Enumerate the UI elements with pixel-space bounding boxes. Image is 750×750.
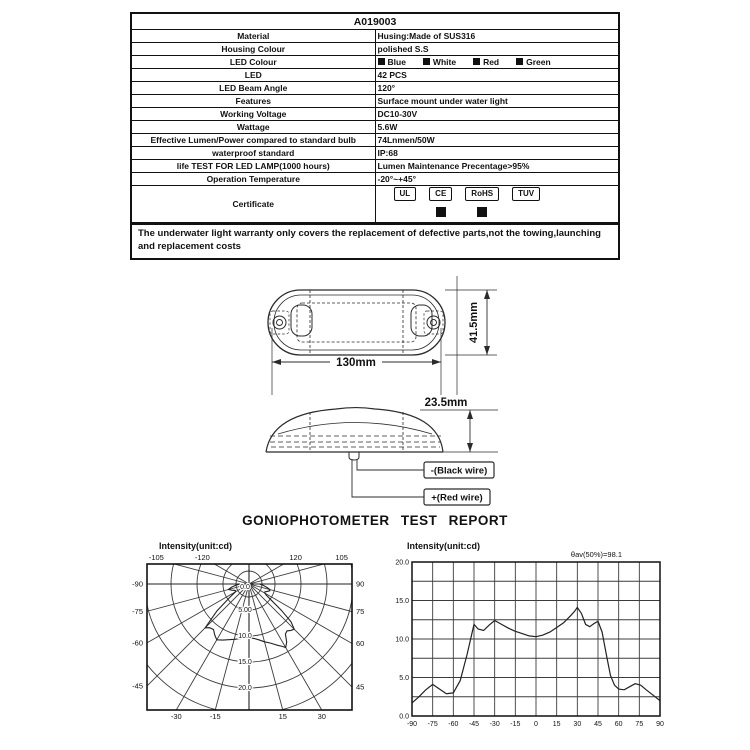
tick-label: 20.0 [395,559,409,567]
tick-label: 120 [289,553,302,562]
wire-exit-gland [349,452,359,460]
tick-label: 0.0 [240,584,250,591]
spec-row-label: life TEST FOR LED LAMP(1000 hours) [131,160,375,173]
tick-label: 15 [278,712,287,721]
spec-row [131,134,619,147]
certificate-badge-ul: UL [394,187,417,201]
tick-label: -30 [489,721,500,728]
colour-swatch-square-icon [423,58,430,65]
spec-row-label: Operation Temperature [131,173,375,186]
height-dimension-label: 23.5mm [424,397,468,409]
spec-row [131,82,619,95]
tick-label: -60 [448,721,459,728]
dimension-arrow-up [467,410,473,419]
dimension-arrow-down [484,346,490,355]
spec-row [131,160,619,173]
spec-row-value [375,186,619,224]
tick-label: 15.0 [238,659,252,666]
spec-row-label: Features [131,95,375,108]
led-colour-name: Red [483,57,500,67]
dimension-arrow-left [272,359,281,365]
tick-label: -30 [170,712,182,721]
intensity-line-chart [393,538,693,748]
spec-row-value: 5.6W [375,121,619,134]
spec-row [131,147,619,160]
spec-row-label: Wattage [131,121,375,134]
spec-row-value: Surface mount under water light [375,95,619,108]
spec-row-label: Effective Lumen/Power compared to standard bulb [131,134,375,147]
tick-label: -120 [194,553,210,562]
tick-label: -15 [209,712,221,721]
certificate-checkmarks [394,205,617,219]
colour-swatch-square-icon [516,58,523,65]
tick-label: 20.0 [238,685,252,692]
spec-row [131,43,619,56]
tick-label: -105 [148,553,164,562]
tick-label: 60 [614,721,623,728]
tick-label: 15.0 [395,598,409,605]
spec-table [130,12,620,224]
dimension-arrow-down [467,443,473,452]
tick-label: 90 [356,579,365,589]
colour-swatch-square-icon [378,58,385,65]
mounting-hole-left [273,316,286,329]
spec-row-value: Lumen Maintenance Precentage>95% [375,160,619,173]
warranty-note: The underwater light warranty only covers the replacement of defective parts,not the towing,launching and replacement costs [130,223,620,260]
spec-row [131,121,619,134]
tick-label: 45 [594,721,602,728]
spec-row-value: 74Lnmen/50W [375,134,619,147]
polar-chart-title: Intensity(unit:cd) [159,541,232,551]
wire-callouts [352,459,494,505]
spec-row-value: 42 PCS [375,69,619,82]
tick-label: -45 [468,721,480,728]
spec-row-label: Certificate [131,186,375,224]
spec-row-label: Housing Colour [131,43,375,56]
led-colour-name: Blue [387,57,406,67]
tick-label: 5.00 [238,607,252,614]
colour-swatch-square-icon [473,58,480,65]
technical-drawing [0,268,750,516]
tick-label: 5.0 [399,675,409,682]
spec-row-label: LED Beam Angle [131,82,375,95]
positive-wire-label: +(Red wire) [431,492,483,504]
spec-row-value: polished S.S [375,43,619,56]
tick-label: 10.0 [395,636,409,644]
led-colour-name: Green [526,57,551,67]
spec-row-value: Husing:Made of SUS316 [375,30,619,43]
spec-row [131,108,619,121]
tick-label: 30 [317,712,326,721]
spec-row-label: Material [131,30,375,43]
width-dimension-label: 41.5mm [468,302,480,343]
tick-label: 15 [552,721,561,728]
dimension-arrow-right [432,359,441,365]
tick-label: 75 [635,721,644,728]
beam-angle-annotation: θav(50%)=98.1 [570,550,622,559]
tick-label: -90 [406,721,418,728]
line-chart-title: Intensity(unit:cd) [407,541,480,551]
certificate-mark-ce [429,205,452,219]
certificate-mark-tuv [512,205,540,219]
dimension-arrow-up [484,290,490,299]
spec-row [131,186,619,224]
tick-label: 30 [573,721,582,728]
tick-label: 0 [534,721,538,728]
spec-row-label: Working Voltage [131,108,375,121]
tick-label: -75 [132,606,143,616]
led-colour-option [473,57,499,67]
report-heading: GONIOPHOTOMETER TEST REPORT [242,513,508,528]
spec-row-label: LED [131,69,375,82]
tick-label: -45 [132,681,143,691]
tick-label: 105 [335,553,348,562]
tick-label: -75 [427,721,438,728]
certificate-badge-rohs: RoHS [465,187,499,201]
spec-table-header-row [131,13,619,30]
certificate-mark-rohs [465,205,499,219]
tick-label: 0.0 [399,713,409,721]
tick-label: 45 [356,682,365,692]
spec-row [131,69,619,82]
polar-chart-plot [95,538,395,748]
width-dimension [445,276,497,395]
spec-row [131,95,619,108]
tick-label: 75 [356,607,365,617]
tick-label: 60 [356,638,365,648]
tick-label: 90 [656,721,664,728]
spec-row [131,56,619,69]
spec-row-value: DC10-30V [375,108,619,121]
negative-wire-label: -(Black wire) [430,465,488,477]
polar-intensity-chart [95,538,395,748]
spec-table-body [131,30,619,224]
led-colour-option [423,57,456,67]
led-colour-option [516,57,551,67]
led-colour-name: White [432,57,457,67]
mounting-hole-right [427,316,440,329]
tick-label: -90 [132,579,143,589]
spec-row-label: waterproof standard [131,147,375,160]
spec-row-value: 120° [375,82,619,95]
tick-label: 10.0 [238,633,252,640]
length-dimension-label: 130mm [336,357,376,369]
product-code: A019003 [131,13,619,30]
top-view-drawing [268,290,445,355]
certificate-badges [394,187,617,201]
side-view-drawing [266,408,498,461]
certificate-mark-ul [394,205,417,219]
tick-label: -60 [132,638,143,648]
spec-row-value: -20°~+45° [375,173,619,186]
spec-row-label: LED Colour [131,56,375,69]
spec-row [131,173,619,186]
certificate-badge-tuv: TUV [512,187,540,201]
line-chart-plot [393,538,693,748]
spec-row [131,30,619,43]
spec-sheet [130,12,620,260]
spec-row-value [375,56,619,69]
tick-label: -15 [510,721,521,728]
led-colour-option [378,57,406,67]
height-dimension [420,397,498,452]
certificate-badge-ce: CE [429,187,452,201]
spec-row-value: IP:68 [375,147,619,160]
